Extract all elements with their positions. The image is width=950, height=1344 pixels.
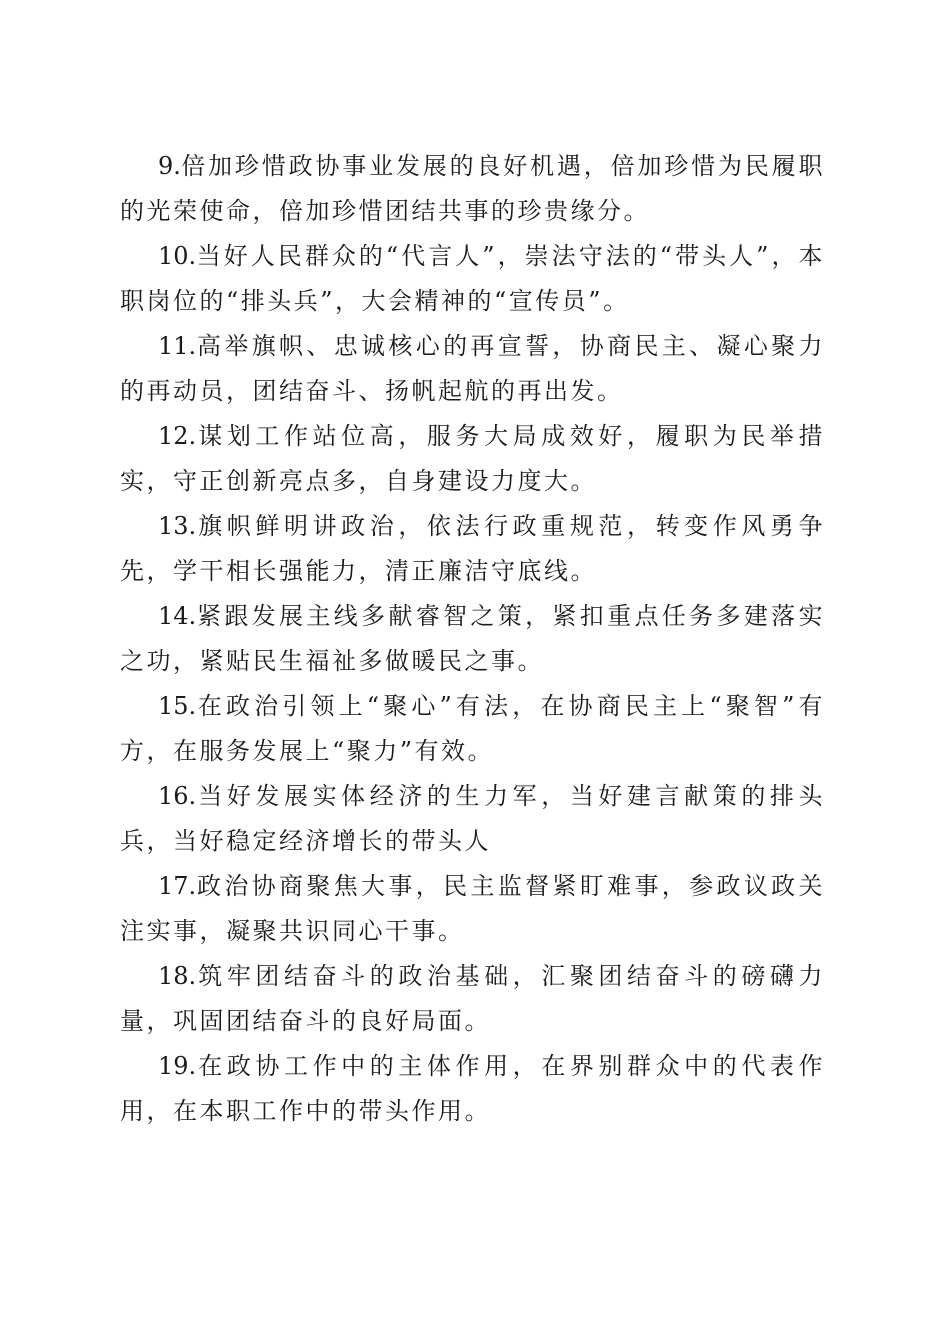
- item-text: 高举旗帜、忠诚核心的再宣誓，协商民主、凝心聚力的再动员，团结奋斗、扬帆起航的再出发。: [120, 332, 825, 405]
- list-item-13: [120, 504, 825, 594]
- item-number: 13.: [158, 512, 197, 540]
- list-item-18: [120, 954, 825, 1044]
- item-text: 政治协商聚焦大事，民主监督紧盯难事，参政议政关注实事，凝聚共识同心干事。: [120, 872, 825, 945]
- item-text: 在政协工作中的主体作用，在界别群众中的代表作用，在本职工作中的带头作用。: [120, 1052, 825, 1125]
- item-text: 旗帜鲜明讲政治，依法行政重规范，转变作风勇争先，学干相长强能力，清正廉洁守底线。: [120, 512, 825, 585]
- list-item-19: [120, 1044, 825, 1134]
- item-number: 19.: [158, 1052, 197, 1080]
- item-number: 10.: [158, 242, 197, 270]
- item-number: 14.: [158, 602, 197, 630]
- item-text: 谋划工作站位高，服务大局成效好，履职为民举措实，守正创新亮点多，自身建设力度大。: [120, 422, 825, 495]
- list-item-9: [120, 144, 825, 234]
- item-text: 筑牢团结奋斗的政治基础，汇聚团结奋斗的磅礴力量，巩固团结奋斗的良好局面。: [120, 962, 825, 1035]
- list-item-16: [120, 774, 825, 864]
- document-body: [120, 144, 825, 1134]
- list-item-10: [120, 234, 825, 324]
- item-text: 当好发展实体经济的生力军，当好建言献策的排头兵，当好稳定经济增长的带头人: [120, 782, 825, 855]
- item-text: 当好人民群众的“代言人”，崇法守法的“带头人”，本职岗位的“排头兵”，大会精神的“宣传员”。: [120, 242, 825, 315]
- item-number: 12.: [158, 422, 197, 450]
- item-text: 在政治引领上“聚心”有法，在协商民主上“聚智”有方，在服务发展上“聚力”有效。: [120, 692, 825, 765]
- item-text: 倍加珍惜政协事业发展的良好机遇，倍加珍惜为民履职的光荣使命，倍加珍惜团结共事的珍贵缘分。: [120, 152, 825, 225]
- list-item-15: [120, 684, 825, 774]
- list-item-11: [120, 324, 825, 414]
- item-number: 16.: [158, 782, 197, 810]
- item-number: 9.: [158, 152, 181, 180]
- list-item-17: [120, 864, 825, 954]
- item-text: 紧跟发展主线多献睿智之策，紧扣重点任务多建落实之功，紧贴民生福祉多做暖民之事。: [120, 602, 825, 675]
- list-item-12: [120, 414, 825, 504]
- item-number: 18.: [158, 962, 197, 990]
- item-number: 11.: [158, 332, 197, 360]
- item-number: 17.: [158, 872, 197, 900]
- item-number: 15.: [158, 692, 197, 720]
- list-item-14: [120, 594, 825, 684]
